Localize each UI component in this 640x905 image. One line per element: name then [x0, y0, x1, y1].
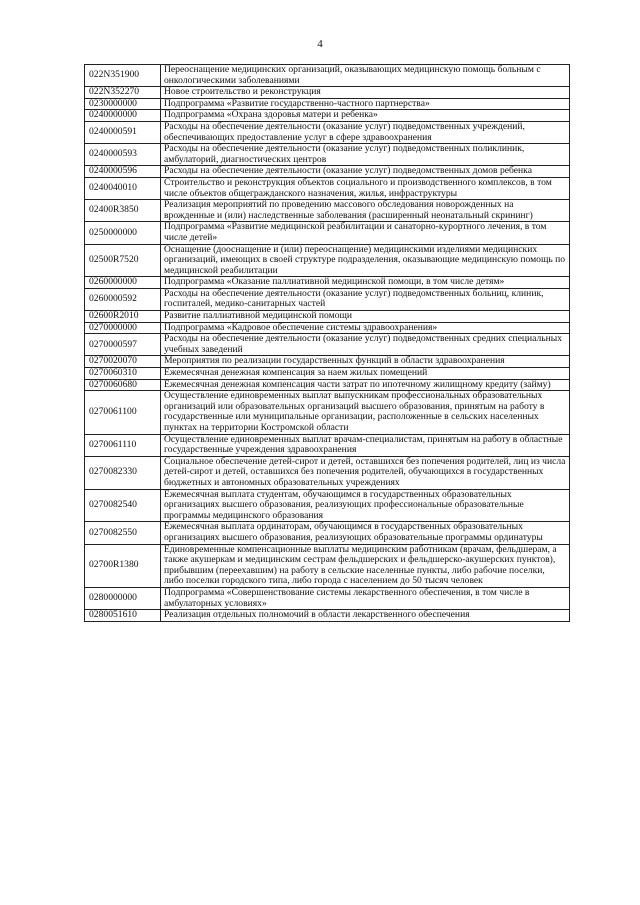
row-code: 0240000593: [85, 144, 161, 166]
row-code: 0240000000: [85, 110, 161, 122]
row-code: 022N352270: [85, 87, 161, 99]
table-row: [85, 434, 570, 456]
row-description: Осуществление единовременных выплат врачам-специалистам, принятым на работу в областные государственные учреждения здравоохранения: [161, 434, 570, 456]
row-code: 02600R2010: [85, 311, 161, 323]
row-code: 022N351900: [85, 65, 161, 87]
table-row: [85, 177, 570, 199]
row-description: Расходы на обеспечение деятельности (оказание услуг) подведомственных поликлиник, амбулаторий, диагностических центров: [161, 144, 570, 166]
budget-code-table: [84, 64, 570, 622]
page-number: 4: [317, 38, 323, 50]
row-code: 0240040010: [85, 177, 161, 199]
row-code: 0270082330: [85, 456, 161, 489]
row-code: 0280051610: [85, 610, 161, 622]
table-row: [85, 288, 570, 310]
row-description: Осуществление единовременных выплат выпускникам профессиональных образовательных организаций или образовательных организаций высшего образования, принятым на работу в государственные или муниципальные организации, расположенные в сельских населенных пунктах на территории Костромской области: [161, 391, 570, 434]
table-row: [85, 98, 570, 110]
row-description: Ежемесячная денежная компенсация части затрат по ипотечному жилищному кредиту (займу): [161, 379, 570, 391]
table-row: [85, 121, 570, 143]
row-description: Оснащение (дооснащение и (или) переоснащение) медицинскими изделиями медицинских организаций, имеющих в своей структуре подразделения, оказывающие медицинскую помощь по медицинской реабилитации: [161, 244, 570, 277]
table-row: [85, 610, 570, 622]
table-row: [85, 87, 570, 99]
row-code: 0260000000: [85, 277, 161, 289]
row-description: Подпрограмма «Охрана здоровья матери и ребенка»: [161, 110, 570, 122]
row-description: Мероприятия по реализации государственных функций в области здравоохранения: [161, 356, 570, 368]
row-description: Подпрограмма «Развитие государственно-частного партнерства»: [161, 98, 570, 110]
table-row: [85, 322, 570, 334]
table-row: [85, 522, 570, 544]
row-description: Строительство и реконструкция объектов социального и производственного комплексов, в том числе объектов общегражданского назначения, жилья, инфраструктуры: [161, 177, 570, 199]
row-code: 0270082550: [85, 522, 161, 544]
table-row: [85, 544, 570, 587]
row-description: Ежемесячная выплата ординаторам, обучающимся в государственных образовательных организациях высшего образования, реализующих образовательные программы ординатуры: [161, 522, 570, 544]
row-code: 02700R1380: [85, 544, 161, 587]
table-row: [85, 391, 570, 434]
row-description: Ежемесячная выплата студентам, обучающимся в государственных образовательных организациях высшего образования, реализующих профессиональные образовательные программы медицинского образования: [161, 489, 570, 522]
row-description: Подпрограмма «Кадровое обеспечение системы здравоохранения»: [161, 322, 570, 334]
table-row: [85, 356, 570, 368]
table-row: [85, 110, 570, 122]
table-row: [85, 311, 570, 323]
table-row: [85, 166, 570, 178]
row-description: Расходы на обеспечение деятельности (оказание услуг) подведомственных учреждений, обеспечивающих предоставление услуг в сфере здравоохранения: [161, 121, 570, 143]
row-code: 0280000000: [85, 587, 161, 609]
table-row: [85, 456, 570, 489]
row-description: Единовременные компенсационные выплаты медицинским работникам (врачам, фельдшерам, а также акушеркам и медицинским сестрам фельдшерских и фельдшерско-акушерских пунктов), прибывшим (переехавшим) на работу в сельские населенные пункты, либо рабочие поселки, либо поселки городского типа, либо города с населением до 50 тысяч человек: [161, 544, 570, 587]
row-code: 0270060310: [85, 368, 161, 380]
row-code: 0270082540: [85, 489, 161, 522]
row-description: Подпрограмма «Совершенствование системы лекарственного обеспечения, в том числе в амбулаторных условиях»: [161, 587, 570, 609]
row-description: Расходы на обеспечение деятельности (оказание услуг) подведомственных больниц, клиник, госпиталей, медико-санитарных частей: [161, 288, 570, 310]
row-description: Ежемесячная денежная компенсация за наем жилых помещений: [161, 368, 570, 380]
row-description: Социальное обеспечение детей-сирот и детей, оставшихся без попечения родителей, лиц из числа детей-сирот и детей, оставшихся без попечения родителей, обучающихся в государственных бюджетных и автономных образовательных учреждениях: [161, 456, 570, 489]
row-description: Подпрограмма «Оказание паллиативной медицинской помощи, в том числе детям»: [161, 277, 570, 289]
row-code: 0250000000: [85, 222, 161, 244]
row-description: Переоснащение медицинских организаций, оказывающих медицинскую помощь больным с онкологическими заболеваниями: [161, 65, 570, 87]
row-description: Расходы на обеспечение деятельности (оказание услуг) подведомственных домов ребенка: [161, 166, 570, 178]
row-description: Реализация мероприятий по проведению массового обследования новорожденных на врожденные и (или) наследственные заболевания (расширенный неонатальный скрининг): [161, 200, 570, 222]
row-code: 0240000596: [85, 166, 161, 178]
row-description: Новое строительство и реконструкция: [161, 87, 570, 99]
row-code: 0270020070: [85, 356, 161, 368]
table-row: [85, 587, 570, 609]
table-row: [85, 489, 570, 522]
row-code: 02500R7520: [85, 244, 161, 277]
table-row: [85, 200, 570, 222]
row-code: 0260000592: [85, 288, 161, 310]
row-description: Развитие паллиативной медицинской помощи: [161, 311, 570, 323]
table-row: [85, 65, 570, 87]
row-code: 0230000000: [85, 98, 161, 110]
table-row: [85, 222, 570, 244]
row-code: 0270000000: [85, 322, 161, 334]
row-code: 0240000591: [85, 121, 161, 143]
table-row: [85, 277, 570, 289]
table-row: [85, 244, 570, 277]
table-row: [85, 368, 570, 380]
row-code: 0270061100: [85, 391, 161, 434]
row-code: 0270060680: [85, 379, 161, 391]
row-code: 02400R3850: [85, 200, 161, 222]
row-description: Подпрограмма «Развитие медицинской реабилитации и санаторно-курортного лечения, в том числе детей»: [161, 222, 570, 244]
table-row: [85, 334, 570, 356]
table-row: [85, 144, 570, 166]
row-code: 0270000597: [85, 334, 161, 356]
row-description: Расходы на обеспечение деятельности (оказание услуг) подведомственных средних специальных учебных заведений: [161, 334, 570, 356]
row-description: Реализация отдельных полномочий в области лекарственного обеспечения: [161, 610, 570, 622]
row-code: 0270061110: [85, 434, 161, 456]
table-row: [85, 379, 570, 391]
